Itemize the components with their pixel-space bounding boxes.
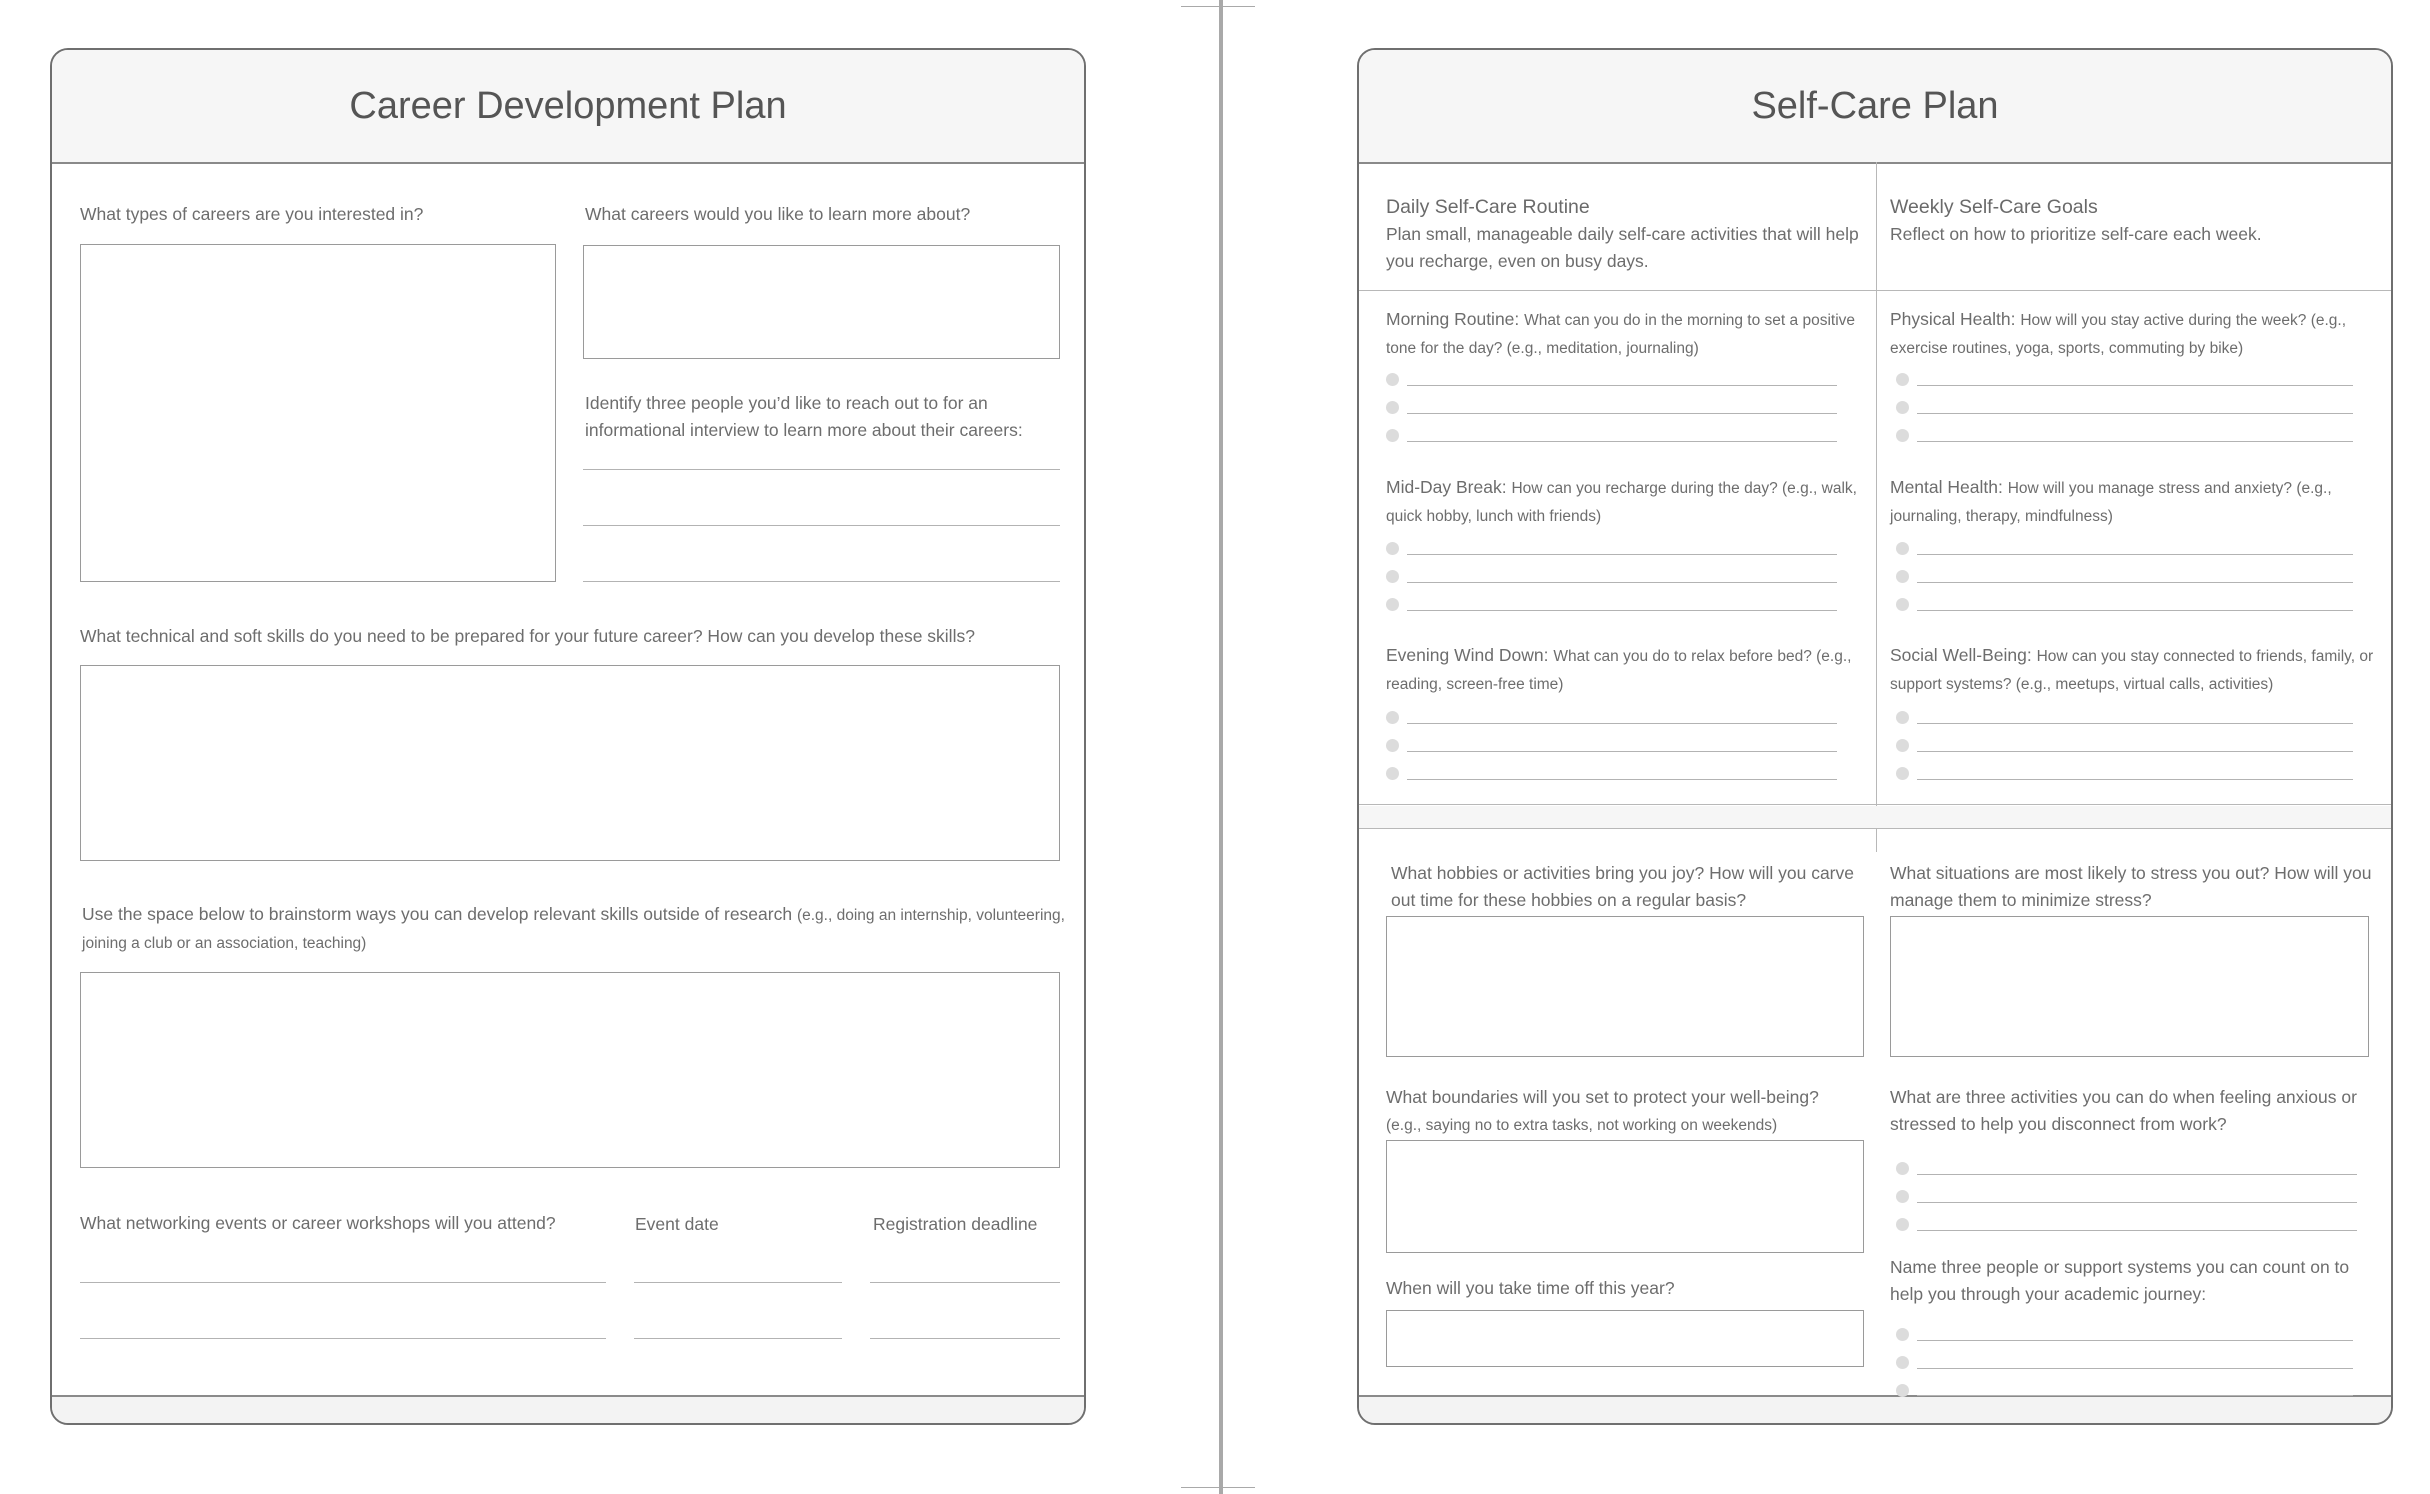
- bullet-dot: [1896, 401, 1909, 414]
- hobbies-box[interactable]: [1386, 916, 1864, 1057]
- bullet-dot: [1896, 1356, 1909, 1369]
- crop-mark-top: [1181, 6, 1255, 7]
- physical-health-question: How will you stay active during the week? (e.g., exercise routines, yoga, sports, commuting by bike): [1890, 312, 2347, 357]
- bullet-dot: [1896, 1218, 1909, 1231]
- crop-mark-bottom: [1181, 1487, 1255, 1488]
- column-registration-deadline: Registration deadline: [873, 1214, 1038, 1234]
- answer-line[interactable]: [1407, 751, 1837, 752]
- physical-health-prompt: [1890, 306, 2380, 362]
- question-three-activities: What are three activities you can do when feeling anxious or stressed to help you disconnect from work?: [1890, 1087, 2357, 1134]
- bullet-dot: [1386, 598, 1399, 611]
- bullet-dot: [1896, 373, 1909, 386]
- bullet-dot: [1386, 429, 1399, 442]
- page-title: Career Development Plan: [349, 85, 787, 127]
- question-skills: What technical and soft skills do you need to be prepared for your future career? How can you develop these skills?: [80, 626, 975, 646]
- social-well-being-question: How can you stay connected to friends, family, or support systems? (e.g., meetups, virtual calls, activities): [1890, 648, 2374, 693]
- evening-wind-down-question: What can you do to relax before bed? (e.g., reading, screen-free time): [1386, 648, 1852, 693]
- answer-line[interactable]: [1917, 1340, 2353, 1341]
- brainstorm-text: Use the space below to brainstorm ways you can develop relevant skills outside of research: [82, 904, 793, 924]
- daily-routine-title: Daily Self-Care Routine: [1386, 196, 1590, 218]
- answer-line[interactable]: [1917, 1202, 2357, 1203]
- section-divider: [1359, 828, 2393, 829]
- answer-line[interactable]: [1917, 779, 2353, 780]
- morning-routine-question: What can you do in the morning to set a positive tone for the day? (e.g., meditation, journaling): [1386, 312, 1856, 357]
- answer-line[interactable]: [1917, 610, 2353, 611]
- page-footer: [52, 1395, 1084, 1423]
- registration-deadline-line[interactable]: [870, 1338, 1060, 1339]
- morning-routine-label: Morning Routine:: [1386, 309, 1520, 329]
- page-footer: [1359, 1395, 2391, 1423]
- row-divider: [1359, 290, 2393, 291]
- weekly-goals-title: Weekly Self-Care Goals: [1890, 196, 2098, 218]
- page-title: Self-Care Plan: [1751, 85, 1999, 127]
- bullet-dot: [1896, 1190, 1909, 1203]
- bullet-dot: [1896, 1162, 1909, 1175]
- brainstorm-examples: (e.g., doing an internship, volunteering, joining a club or an association, teaching): [82, 907, 1065, 952]
- mental-health-prompt: [1890, 474, 2380, 530]
- midday-break-prompt: [1386, 474, 1866, 530]
- bullet-dot: [1386, 711, 1399, 724]
- event-date-line[interactable]: [634, 1282, 842, 1283]
- networking-event-line[interactable]: [80, 1338, 606, 1339]
- daily-routine-section: [1386, 194, 1866, 275]
- mental-health-label: Mental Health:: [1890, 477, 2003, 497]
- boundaries-examples: (e.g., saying no to extra tasks, not working on weekends): [1386, 1117, 1778, 1134]
- column-event-date: Event date: [635, 1214, 719, 1234]
- answer-line[interactable]: [1407, 385, 1837, 386]
- evening-wind-down-label: Evening Wind Down:: [1386, 645, 1549, 665]
- question-boundaries: [1386, 1084, 1876, 1139]
- boundaries-text: What boundaries will you set to protect your well-being?: [1386, 1087, 1819, 1107]
- question-careers-interested: What types of careers are you interested in?: [80, 204, 424, 224]
- answer-line[interactable]: [1917, 751, 2353, 752]
- answer-line[interactable]: [1407, 723, 1837, 724]
- skills-box[interactable]: [80, 665, 1060, 861]
- answer-line[interactable]: [1407, 582, 1837, 583]
- midday-break-label: Mid-Day Break:: [1386, 477, 1507, 497]
- section-band: [1359, 806, 2393, 828]
- bullet-dot: [1386, 373, 1399, 386]
- question-support-systems: Name three people or support systems you can count on to help you through your academic journey:: [1890, 1257, 2350, 1304]
- answer-line[interactable]: [1407, 441, 1837, 442]
- weekly-goals-section: [1890, 194, 2370, 248]
- bullet-dot: [1896, 1384, 1909, 1397]
- bullet-dot: [1896, 542, 1909, 555]
- bullet-dot: [1896, 767, 1909, 780]
- answer-line[interactable]: [1917, 413, 2353, 414]
- event-date-line[interactable]: [634, 1338, 842, 1339]
- career-development-page: [50, 48, 1086, 1425]
- boundaries-box[interactable]: [1386, 1140, 1864, 1253]
- stress-box[interactable]: [1890, 916, 2369, 1057]
- answer-line[interactable]: [583, 525, 1060, 526]
- bullet-dot: [1386, 570, 1399, 583]
- bullet-dot: [1896, 1328, 1909, 1341]
- answer-line[interactable]: [1407, 779, 1837, 780]
- column-divider: [1876, 162, 1877, 852]
- bullet-dot: [1386, 401, 1399, 414]
- bullet-dot: [1896, 739, 1909, 752]
- networking-event-line[interactable]: [80, 1282, 606, 1283]
- bullet-dot: [1386, 739, 1399, 752]
- answer-line[interactable]: [1917, 1368, 2353, 1369]
- answer-line[interactable]: [1917, 723, 2353, 724]
- answer-line[interactable]: [1917, 441, 2353, 442]
- answer-line[interactable]: [1917, 1174, 2357, 1175]
- answer-line[interactable]: [1407, 554, 1837, 555]
- bullet-dot: [1896, 711, 1909, 724]
- bullet-dot: [1896, 429, 1909, 442]
- section-divider: [1359, 804, 2393, 805]
- registration-deadline-line[interactable]: [870, 1282, 1060, 1283]
- answer-line[interactable]: [1917, 385, 2353, 386]
- question-three-people: Identify three people you’d like to reach out to for an informational interview to learn more about their careers:: [585, 393, 1023, 440]
- careers-interested-box[interactable]: [80, 244, 556, 582]
- physical-health-label: Physical Health:: [1890, 309, 2016, 329]
- question-hobbies: What hobbies or activities bring you joy? How will you carve out time for these hobbies on a regular basis?: [1391, 863, 1854, 910]
- answer-line[interactable]: [1407, 610, 1837, 611]
- answer-line[interactable]: [583, 469, 1060, 470]
- question-time-off: When will you take time off this year?: [1386, 1278, 1675, 1298]
- daily-routine-description: Plan small, manageable daily self-care activities that will help you recharge, even on busy days.: [1386, 224, 1859, 271]
- midday-break-question: How can you recharge during the day? (e.g., walk, quick hobby, lunch with friends): [1386, 480, 1857, 525]
- answer-line[interactable]: [1407, 413, 1837, 414]
- bullet-dot: [1896, 598, 1909, 611]
- mental-health-question: How will you manage stress and anxiety? (e.g., journaling, therapy, mindfulness): [1890, 480, 2332, 525]
- bullet-dot: [1386, 767, 1399, 780]
- answer-line[interactable]: [583, 581, 1060, 582]
- self-care-page: [1357, 48, 2393, 1425]
- bullet-dot: [1896, 570, 1909, 583]
- answer-line[interactable]: [1917, 1395, 2353, 1396]
- answer-line[interactable]: [1917, 1230, 2357, 1231]
- evening-wind-down-prompt: [1386, 642, 1866, 698]
- learn-more-box[interactable]: [583, 245, 1060, 359]
- weekly-goals-description: Reflect on how to prioritize self-care each week.: [1890, 224, 2262, 244]
- question-brainstorm: [82, 901, 1072, 957]
- social-well-being-label: Social Well-Being:: [1890, 645, 2032, 665]
- question-stress: What situations are most likely to stress you out? How will you manage them to minimize stress?: [1890, 863, 2372, 910]
- answer-line[interactable]: [1917, 554, 2353, 555]
- social-well-being-prompt: [1890, 642, 2380, 698]
- brainstorm-box[interactable]: [80, 972, 1060, 1168]
- question-networking: What networking events or career workshops will you attend?: [80, 1213, 556, 1233]
- question-learn-more: What careers would you like to learn more about?: [585, 204, 971, 224]
- time-off-box[interactable]: [1386, 1310, 1864, 1367]
- answer-line[interactable]: [1917, 582, 2353, 583]
- bullet-dot: [1386, 542, 1399, 555]
- morning-routine-prompt: [1386, 306, 1866, 362]
- binding-spine: [1219, 0, 1223, 1494]
